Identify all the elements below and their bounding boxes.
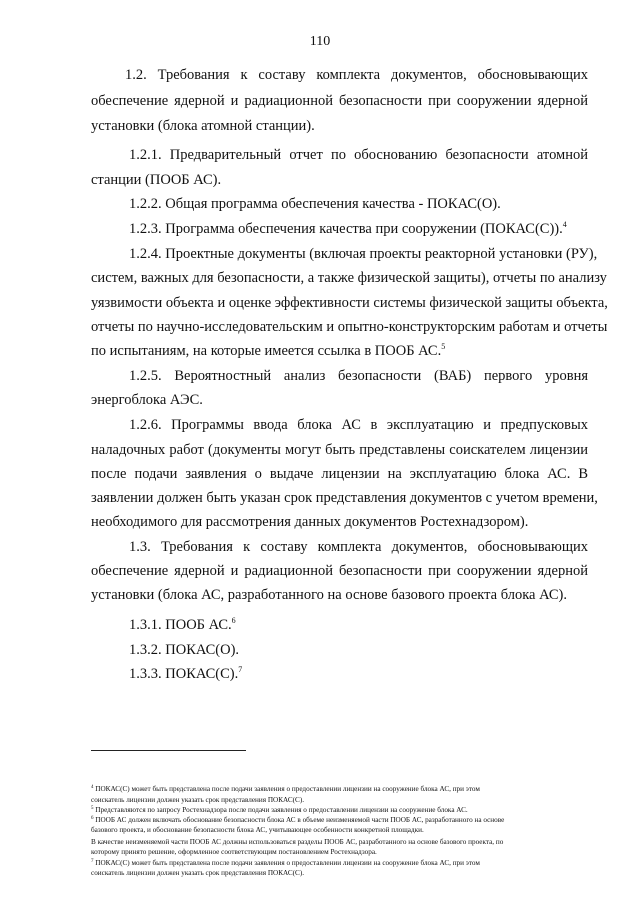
text-line: 1.2.3. Программа обеспечения качества при сооружении (ПОКАС(С)). bbox=[129, 221, 563, 237]
paragraph-1-3-3 bbox=[129, 665, 242, 683]
text-line-content: по испытаниям, на которые имеется ссылка в ПООБ АС. bbox=[91, 343, 442, 359]
paragraph-1-2-3 bbox=[129, 220, 567, 238]
footnote-4 bbox=[91, 784, 480, 794]
text-line: 1.2.5. Вероятностный анализ безопасности (ВАБ) первого уровня bbox=[129, 368, 588, 384]
text-line: после подачи заявления о выдаче лицензии на эксплуатацию блока АС. В bbox=[91, 466, 588, 482]
footnote-ref-4: 4 bbox=[562, 220, 567, 229]
text-line: обеспечение ядерной и радиационной безопасности при сооружении ядерной bbox=[91, 93, 588, 109]
text-line: 1.2.1. Предварительный отчет по обоснованию безопасности атомной bbox=[129, 147, 588, 163]
footnote-7 bbox=[91, 858, 480, 868]
text-line: 1.3.3. ПОКАС(С). bbox=[129, 666, 239, 682]
text-line: отчеты по научно-исследовательским и опытно-конструкторским работам и отчеты bbox=[91, 319, 608, 335]
footnote-text: ПООБ АС должен включать обоснование безопасности блока АС в объеме неизменяемой части ПООБ АС, разработанного на основе bbox=[95, 816, 505, 824]
text-line: систем, важных для безопасности, а также физической защиты), отчеты по анализу bbox=[91, 270, 607, 286]
text-line: энергоблока АЭС. bbox=[91, 392, 203, 408]
text-line: установки (блока атомной станции). bbox=[91, 118, 315, 134]
footnote-6 bbox=[91, 815, 504, 825]
text-line: необходимого для рассмотрения данных документов Ростехнадзором). bbox=[91, 514, 529, 530]
text-line: наладочных работ (документы могут быть представлены соискателем лицензии bbox=[91, 442, 588, 458]
footnote-text: Представляются по запросу Ростехнадзора после подачи заявления о предоставлении лицензии на сооружение блока АС. bbox=[95, 806, 468, 814]
text-line: 1.2.4. Проектные документы (включая проекты реакторной установки (РУ), bbox=[129, 246, 598, 262]
footnote-text: ПОКАС(С) может быть представлена после подачи заявления о предоставлении лицензии на сооружение блока АС, при этом bbox=[95, 785, 480, 793]
text-line: 1.3.1. ПООБ АС. bbox=[129, 617, 232, 633]
footnote-mark: 4 bbox=[91, 785, 94, 790]
paragraph-1-3-1 bbox=[129, 616, 236, 634]
text-line bbox=[91, 342, 445, 360]
footnote-mark: 6 bbox=[91, 816, 94, 821]
footnote-text: ПОКАС(С) может быть представлена после подачи заявления о предоставлении лицензии на сооружение блока АС, при этом bbox=[95, 859, 480, 867]
text-line: 1.2.6. Программы ввода блока АС в эксплуатацию и предпусковых bbox=[129, 417, 588, 433]
footnote-6-cont: В качестве неизменяемой части ПООБ АС должны использоваться разделы ПООБ АС, разработанного на основе базового проекта, по bbox=[91, 838, 504, 846]
text-line: 1.3. Требования к составу комплекта документов, обосновывающих bbox=[129, 539, 588, 555]
footnote-ref-5: 5 bbox=[441, 342, 446, 351]
footnote-6-cont: базового проекта, и обоснование безопасности блока АС, учитывающее особенности конкретной площадки. bbox=[91, 826, 424, 834]
paragraph-1-2-2: 1.2.2. Общая программа обеспечения качества - ПОКАС(О). bbox=[129, 196, 501, 212]
text-line: станции (ПООБ АС). bbox=[91, 172, 222, 188]
text-line: обеспечение ядерной и радиационной безопасности при сооружении ядерной bbox=[91, 563, 588, 579]
text-line: уязвимости объекта и оценке эффективности системы физической защиты объекта, bbox=[91, 295, 608, 311]
text-line: установки (блока АС, разработанного на основе базового проекта блока АС). bbox=[91, 587, 567, 603]
footnote-7-cont: соискатель лицензии должен указать срок представления ПОКАС(С). bbox=[91, 869, 305, 877]
text-line: заявлении должен быть указан срок представления документов с учетом времени, bbox=[91, 490, 598, 506]
footnote-6-cont: которому принято решение, оформленное соответствующим постановлением Ростехнадзора. bbox=[91, 848, 377, 856]
footnote-ref-7: 7 bbox=[238, 665, 243, 674]
footnote-5 bbox=[91, 805, 468, 815]
footnote-separator bbox=[91, 750, 246, 751]
footnote-mark: 7 bbox=[91, 859, 94, 864]
text-line: 1.2. Требования к составу комплекта документов, обосновывающих bbox=[125, 67, 588, 83]
footnote-ref-6: 6 bbox=[231, 616, 236, 625]
paragraph-1-3-2: 1.3.2. ПОКАС(О). bbox=[129, 642, 240, 658]
footnote-4-cont: соискатель лицензии должен указать срок представления ПОКАС(С). bbox=[91, 796, 305, 804]
page-number: 110 bbox=[309, 34, 331, 49]
footnote-mark: 5 bbox=[91, 806, 94, 811]
